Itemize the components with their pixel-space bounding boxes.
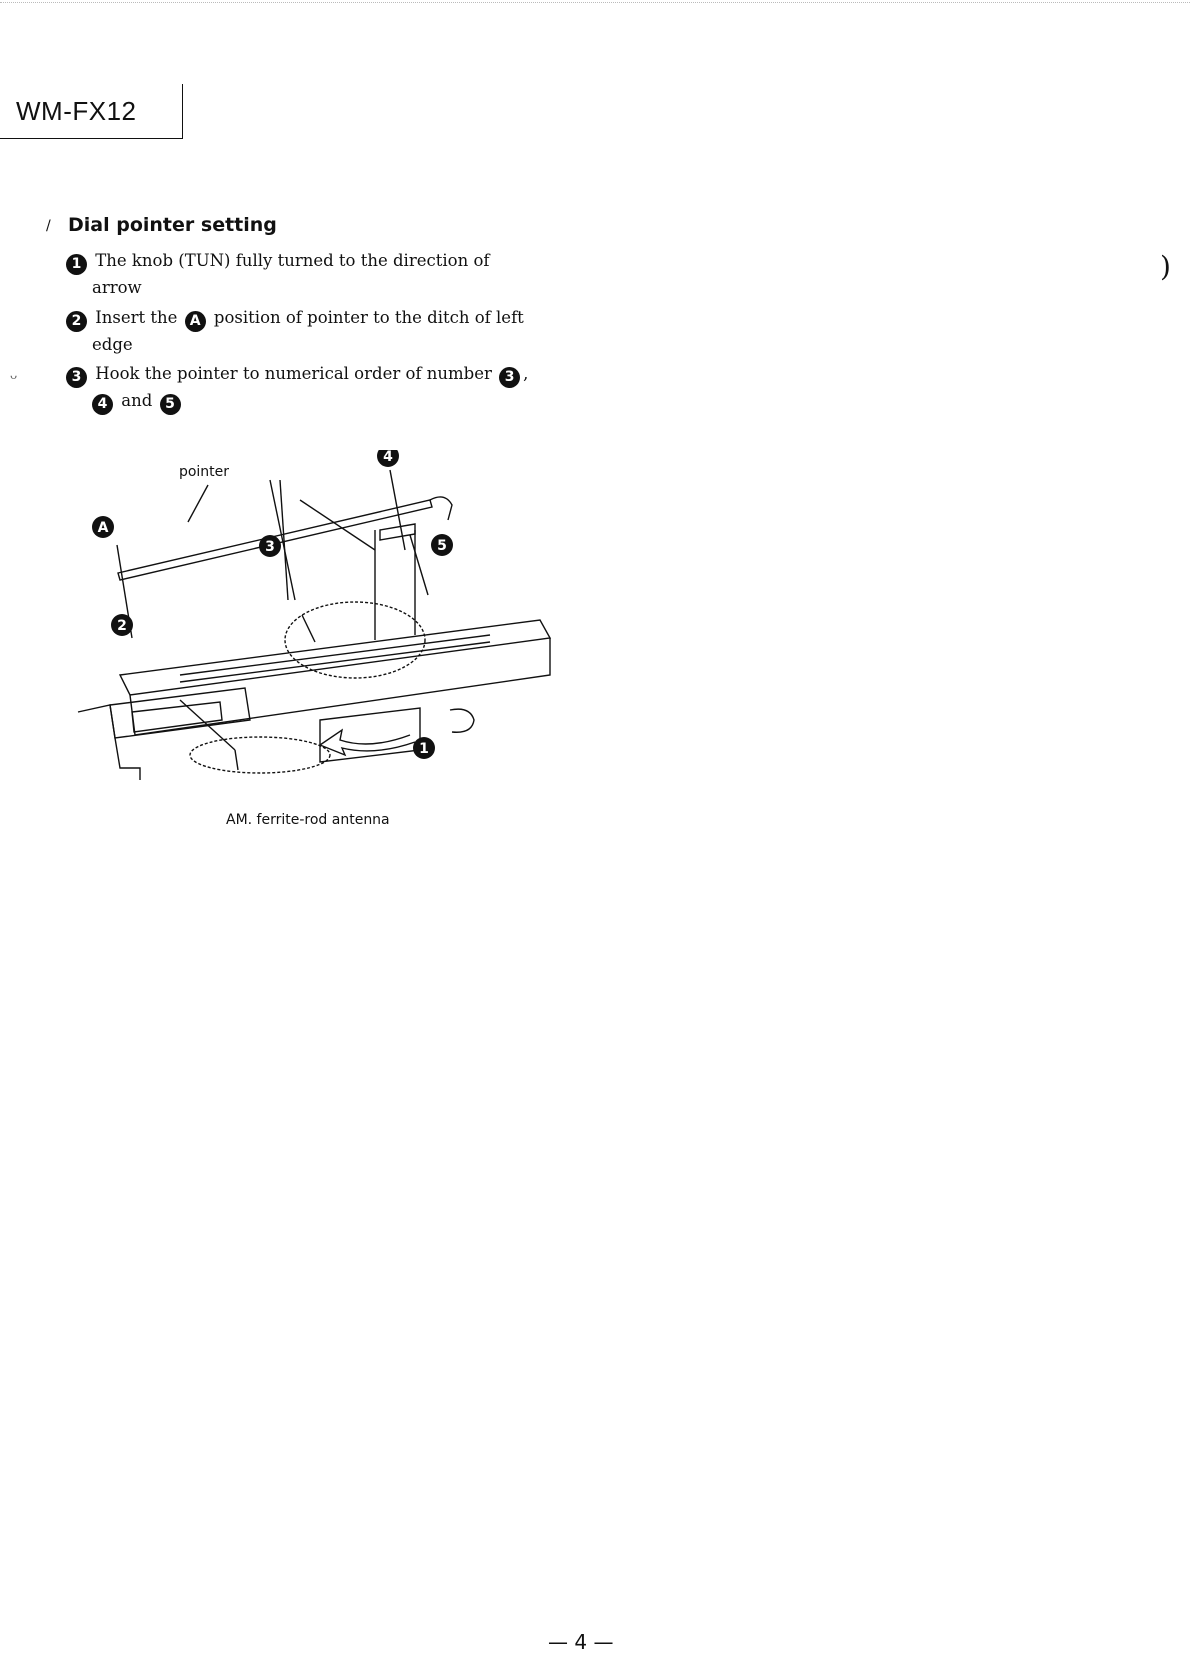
callout-2-label: 2 — [117, 618, 127, 634]
antenna-label: AM. ferrite-rod antenna — [226, 812, 390, 828]
step-2-text-pre: Insert the — [95, 307, 178, 327]
callout-4-label: 4 — [383, 450, 393, 465]
callout-5-label: 5 — [437, 538, 447, 554]
step-1-continuation: arrow — [92, 278, 142, 297]
section-title: Dial pointer setting — [68, 214, 277, 236]
step-marker-3: 3 — [66, 367, 87, 388]
pointer-label: pointer — [178, 464, 230, 480]
dial-mechanism-diagram — [70, 450, 590, 830]
tuning-dial-wheel — [285, 602, 425, 678]
scan-speck: ᴗ — [10, 368, 18, 382]
step-2 — [66, 305, 566, 359]
step-2-continuation: edge — [92, 334, 133, 354]
model-header-box — [0, 84, 183, 139]
pointer-leader — [188, 485, 208, 522]
ref-marker-a: A — [185, 311, 206, 332]
lower-gear — [190, 737, 330, 773]
callout-a-label: A — [97, 520, 109, 536]
check-mark-icon: / — [46, 218, 51, 234]
step-3-text: Hook the pointer to numerical order of number — [95, 364, 492, 383]
scan-mark: ) — [1160, 250, 1171, 283]
step-2-text-post: position of pointer to the ditch of left — [213, 307, 524, 327]
ref-marker-5: 5 — [160, 394, 181, 415]
and-word: and — [121, 391, 153, 410]
callout-3-label: 3 — [265, 539, 275, 555]
model-number: WM-FX12 — [16, 96, 137, 126]
ref-marker-3: 3 — [499, 367, 520, 388]
step-1-text: The knob (TUN) fully turned to the direction of — [95, 251, 490, 270]
step-list — [66, 248, 566, 418]
step-1 — [66, 248, 566, 302]
callout-1-label: 1 — [419, 741, 429, 757]
page-number: — 4 — — [548, 1630, 614, 1654]
step-3: 3 Hook the pointer to numerical order of number 3 , 4 and 5 — [66, 361, 566, 415]
scan-top-edge — [0, 2, 1190, 3]
step-marker-1: 1 — [66, 254, 87, 275]
rotation-arrow — [320, 730, 415, 755]
step-3-continuation — [66, 388, 566, 415]
step-marker-2: 2 — [66, 311, 87, 332]
ref-marker-4: 4 — [92, 394, 113, 415]
